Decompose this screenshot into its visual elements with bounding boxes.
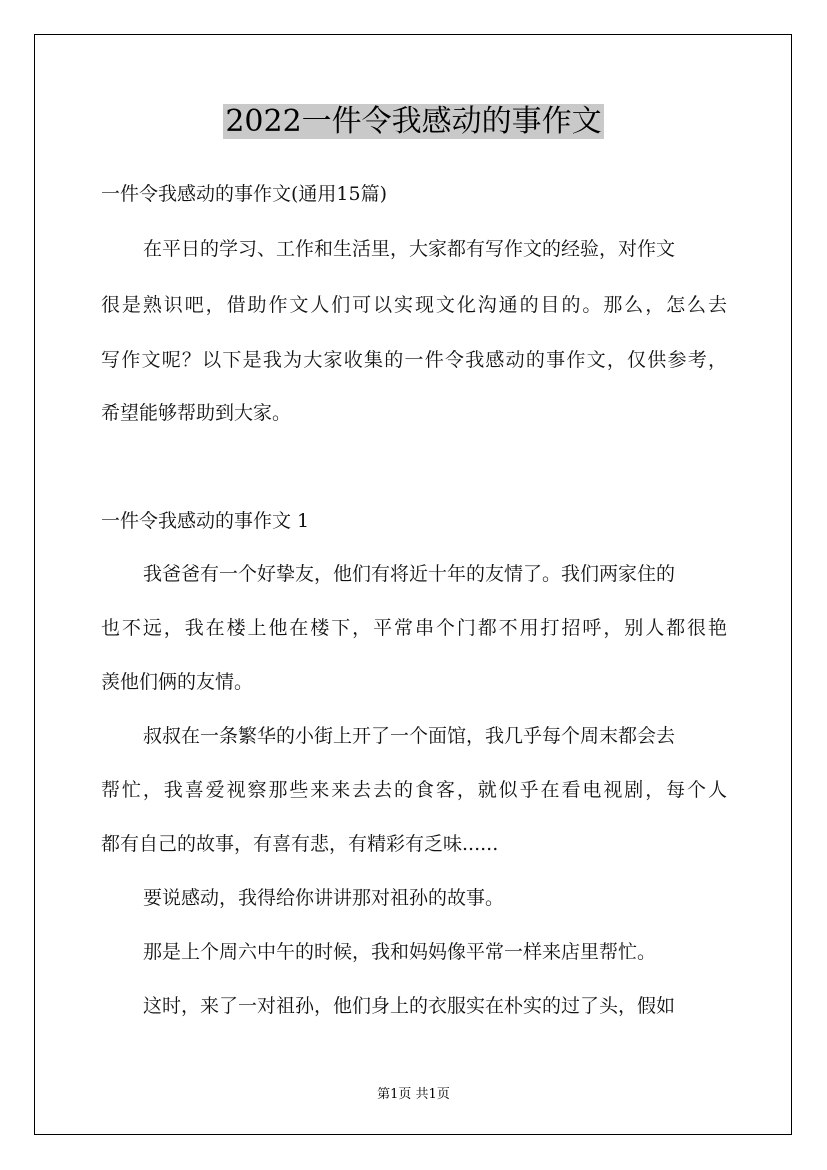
paragraph-line: 帮忙，我喜爱视察那些来来去去的食客，就似乎在看电视剧，每个人 xyxy=(101,779,727,801)
intro-line: 在平日的学习、工作和生活里，大家都有写作文的经验，对作文 xyxy=(143,238,676,260)
intro-line: 写作文呢？以下是我为大家收集的一件令我感动的事作文，仅供参考， xyxy=(101,349,727,371)
paragraph-line: 这时，来了一对祖孙，他们身上的衣服实在朴实的过了头，假如 xyxy=(143,995,676,1017)
paragraph-line: 那是上个周六中午的时候，我和妈妈像平常一样来店里帮忙。 xyxy=(143,941,657,963)
paragraph-line: 羡他们俩的友情。 xyxy=(101,671,254,693)
section-heading: 一件令我感动的事作文 1 xyxy=(101,510,310,532)
paragraph-line: 也不远，我在楼上他在楼下，平常串个门都不用打招呼，别人都很艳 xyxy=(101,617,727,639)
paragraph-line: 要说感动，我得给你讲讲那对祖孙的故事。 xyxy=(143,887,505,909)
intro-line: 很是熟识吧，借助作文人们可以实现文化沟通的目的。那么，怎么去 xyxy=(101,294,727,316)
paragraph-line: 都有自己的故事，有喜有悲，有精彩有乏味...... xyxy=(101,833,499,855)
document-subtitle: 一件令我感动的事作文(通用15篇) xyxy=(101,183,388,205)
paragraph-line: 叔叔在一条繁华的小街上开了一个面馆，我几乎每个周末都会去 xyxy=(143,725,676,747)
intro-line: 希望能够帮助到大家。 xyxy=(101,402,292,424)
page-footer: 第1页 共1页 xyxy=(377,1087,450,1102)
document-title: 2022一件令我感动的事作文 xyxy=(225,104,602,139)
paragraph-line: 我爸爸有一个好挚友，他们有将近十年的友情了。我们两家住的 xyxy=(143,563,676,585)
